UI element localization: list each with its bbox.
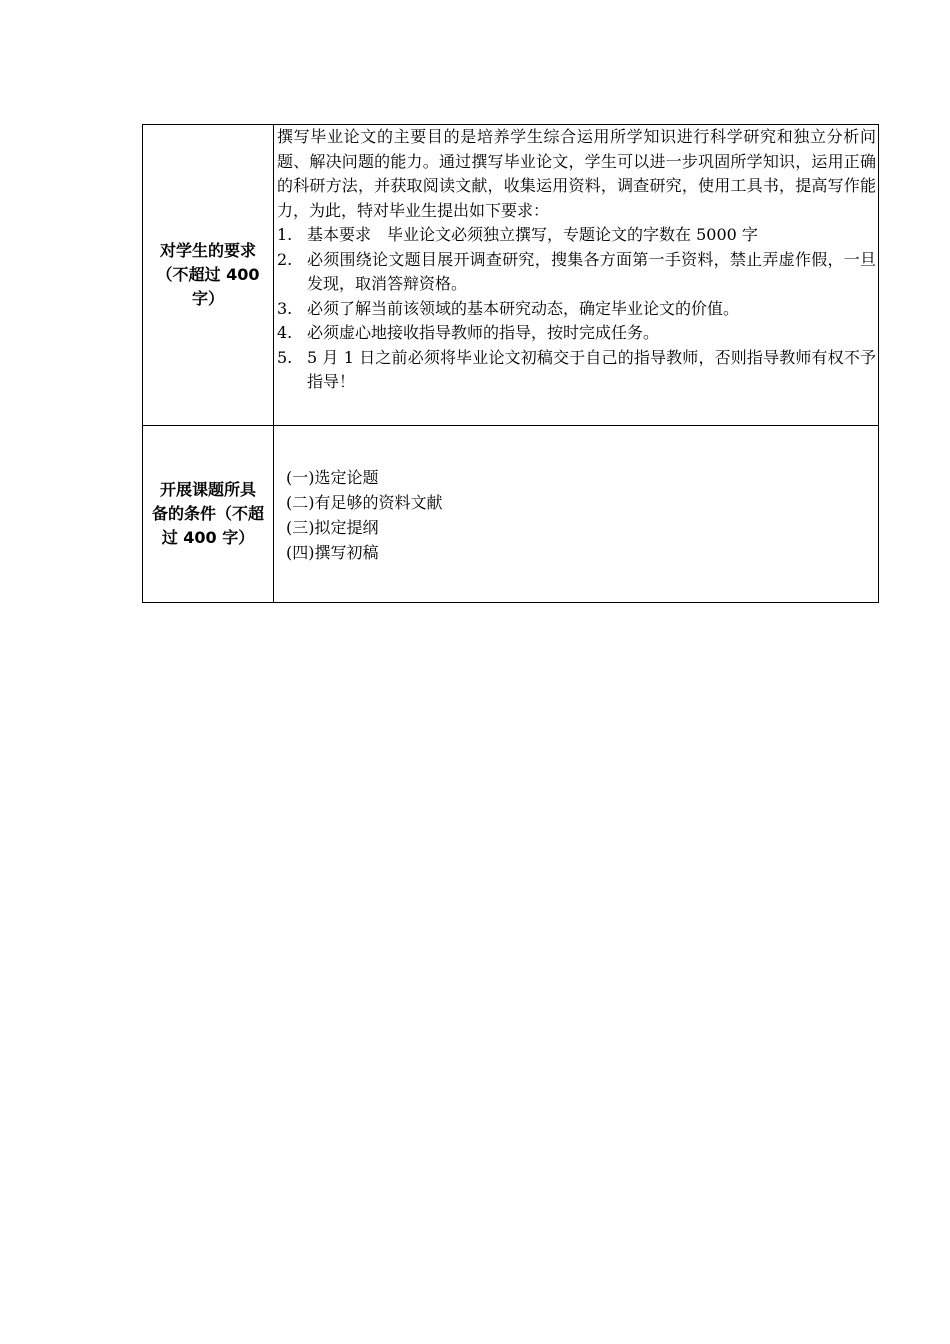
requirements-label-line: 对学生的要求: [159, 241, 256, 260]
requirements-label-cell: [143, 125, 274, 426]
list-item-number: 1.: [277, 225, 293, 244]
requirements-list: [277, 223, 876, 395]
conditions-content-cell: [274, 426, 879, 603]
condition-item: (四)撰写初稿: [286, 543, 379, 562]
list-item: [277, 248, 876, 297]
conditions-label-line: 备的条件（不超: [151, 504, 264, 523]
requirements-row: [143, 125, 879, 426]
list-item-number: 2.: [277, 249, 293, 269]
list-item-text: 5 月 1 日之前必须将毕业论文初稿交于自己的指导教师，否则指导教师有权不予指导！: [307, 347, 876, 391]
list-item-text: 必须了解当前该领域的基本研究动态，确定毕业论文的价值。: [307, 298, 740, 318]
conditions-label-cell: [143, 426, 274, 603]
requirements-label-line: （不超过 400: [156, 265, 260, 284]
list-item: [277, 297, 876, 322]
conditions-label-line: 过 400 字）: [161, 528, 255, 547]
list-item: [277, 346, 876, 395]
requirements-intro: 撰写毕业论文的主要目的是培养学生综合运用所学知识进行科学研究和独立分析问题、解决问题的能力。通过撰写毕业论文，学生可以进一步巩固所学知识，运用正确的科研方法，并获取阅读文献，收集运用资料，调查研究，使用工具书，提高写作能力，为此，特对毕业生提出如下要求：: [277, 127, 876, 220]
list-item-number: 4.: [277, 323, 293, 342]
condition-item: (二)有足够的资料文献: [286, 493, 443, 512]
requirements-content-cell: [274, 125, 879, 426]
condition-item: (一)选定论题: [286, 468, 379, 487]
requirements-label-line: 字）: [191, 289, 224, 308]
list-item-text: 基本要求 毕业论文必须独立撰写，专题论文的字数在 5000 字: [307, 225, 758, 244]
list-item-text: 必须围绕论文题目展开调查研究，搜集各方面第一手资料，禁止弄虚作假，一旦发现，取消答辩资格。: [307, 249, 876, 293]
list-item: [277, 321, 876, 346]
form-table: [142, 124, 879, 603]
list-item: [277, 223, 876, 248]
list-item-text: 必须虚心地接收指导教师的指导，按时完成任务。: [307, 323, 660, 342]
list-item-number: 5.: [277, 347, 293, 367]
condition-item: (三)拟定提纲: [286, 518, 379, 537]
conditions-label-line: 开展课题所具: [159, 480, 256, 499]
conditions-row: [143, 426, 879, 603]
list-item-number: 3.: [277, 298, 293, 318]
